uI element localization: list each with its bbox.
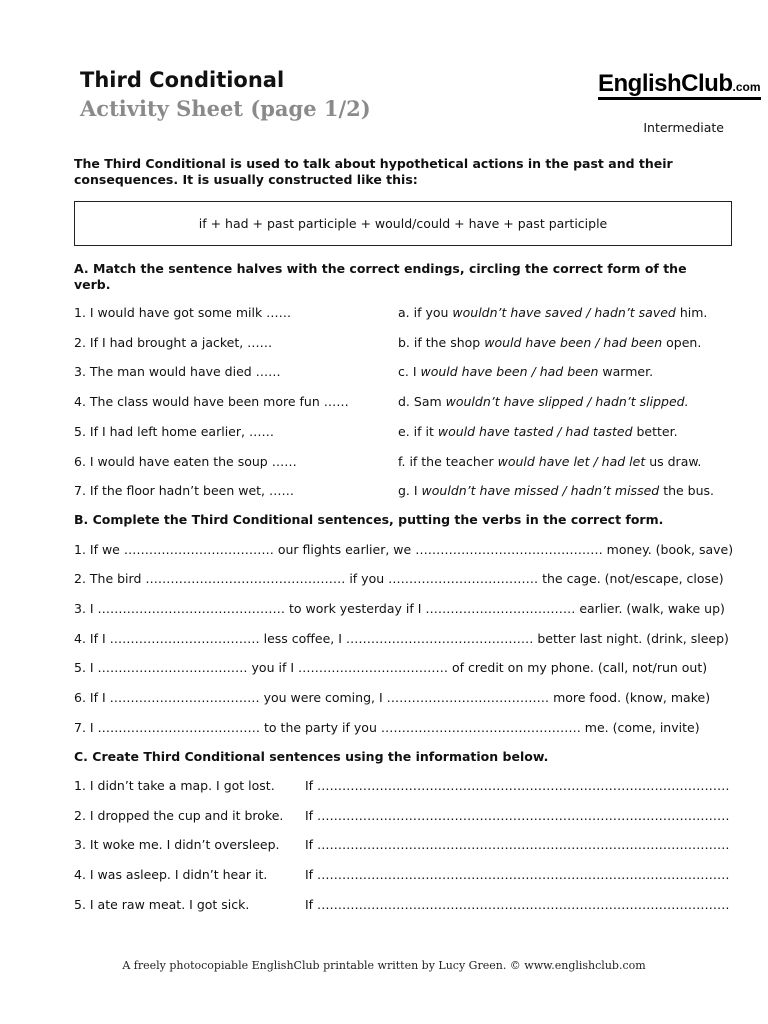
section-c-prompt: 3. It woke me. I didn’t oversleep. [74,837,280,852]
right-item-suffix: open. [662,335,702,350]
section-c-answer-line: If ……………………………………………………………………………………… [305,867,730,882]
right-item-options: would have been / had been [420,364,599,379]
section-b-item: 2. The bird ………………………………………… if you ……………………………… the cage. (not/escape, close) [74,571,724,586]
section-a-right-item [398,483,714,499]
englishclub-logo [598,72,761,100]
section-a-left-item: 3. The man would have died …… [74,364,281,379]
right-item-suffix: us draw. [645,454,702,469]
right-item-options: wouldn’t have slipped / hadn’t slipped. [445,394,689,409]
section-a-left-item: 2. If I had brought a jacket, …… [74,335,273,350]
right-item-prefix: d. Sam [398,394,446,409]
right-item-options: would have tasted / had tasted [437,424,633,439]
section-b-item: 3. I ……………………………………… to work yesterday if I ……………………………… earlier. (walk, wake up) [74,601,725,616]
right-item-prefix: f. if the teacher [398,454,498,469]
section-a-right-item [398,305,707,321]
section-a-right-item [398,335,701,351]
logo-suffix-text: .com [732,80,761,94]
right-item-suffix: him. [675,305,708,320]
intro-paragraph: The Third Conditional is used to talk about hypothetical actions in the past and their consequences. It is usually constructed like this: [74,156,673,187]
logo-main-text: EnglishClub [598,70,733,97]
section-a-left-item: 6. I would have eaten the soup …… [74,454,297,469]
section-a-right-item [398,454,701,470]
right-item-suffix: warmer. [598,364,654,379]
footer-credit: A freely photocopiable EnglishClub printable written by Lucy Green. © www.englishclub.com [122,959,646,972]
section-a-heading: A. Match the sentence halves with the correct endings, circling the correct form of the verb. [74,261,687,292]
formula-text: if + had + past participle + would/could + have + past participle [198,216,608,231]
page-subtitle: Activity Sheet (page 1/2) [80,96,371,121]
right-item-prefix: a. if you [398,305,453,320]
section-c-answer-line: If ……………………………………………………………………………………… [305,808,730,823]
right-item-suffix: the bus. [659,483,715,498]
section-b-item: 4. If I ……………………………… less coffee, I ……………………………………… better last night. (drink, sleep) [74,631,729,646]
section-b-item: 6. If I ……………………………… you were coming, I ………………………………… more food. (know, make) [74,690,711,705]
right-item-options: wouldn’t have saved / hadn’t saved [452,305,676,320]
section-b-item: 7. I ………………………………… to the party if you ………………………………………… me. (come, invite) [74,720,700,735]
right-item-suffix: better. [632,424,678,439]
section-a-right-item [398,364,653,380]
section-b-item: 5. I ……………………………… you if I ……………………………… of credit on my phone. (call, not/run out) [74,660,708,675]
section-c-prompt: 2. I dropped the cup and it broke. [74,808,284,823]
section-c-heading: C. Create Third Conditional sentences using the information below. [74,749,549,764]
section-a-left-item: 5. If I had left home earlier, …… [74,424,274,439]
level-label: Intermediate [643,120,724,135]
section-a-left-item: 7. If the floor hadn’t been wet, …… [74,483,294,498]
formula-box [74,201,732,246]
section-a-left-item: 4. The class would have been more fun …… [74,394,349,409]
section-a-right-item [398,394,689,410]
right-item-prefix: e. if it [398,424,438,439]
right-item-prefix: b. if the shop [398,335,485,350]
section-c-answer-line: If ……………………………………………………………………………………… [305,897,730,912]
section-a-left-item: 1. I would have got some milk …… [74,305,292,320]
section-c-prompt: 5. I ate raw meat. I got sick. [74,897,250,912]
section-c-prompt: 1. I didn’t take a map. I got lost. [74,778,275,793]
section-b-heading: B. Complete the Third Conditional sentences, putting the verbs in the correct form. [74,512,664,527]
right-item-options: would have been / had been [484,335,663,350]
right-item-options: would have let / had let [497,454,646,469]
page-title: Third Conditional [80,68,285,92]
right-item-prefix: g. I [398,483,422,498]
section-c-answer-line: If ……………………………………………………………………………………… [305,778,730,793]
section-c-prompt: 4. I was asleep. I didn’t hear it. [74,867,268,882]
section-c-answer-line: If ……………………………………………………………………………………… [305,837,730,852]
section-b-item: 1. If we ……………………………… our flights earlier, we ……………………………………… money. (book, save) [74,542,734,557]
right-item-options: wouldn’t have missed / hadn’t missed [421,483,660,498]
section-a-right-item [398,424,678,440]
right-item-prefix: c. I [398,364,421,379]
